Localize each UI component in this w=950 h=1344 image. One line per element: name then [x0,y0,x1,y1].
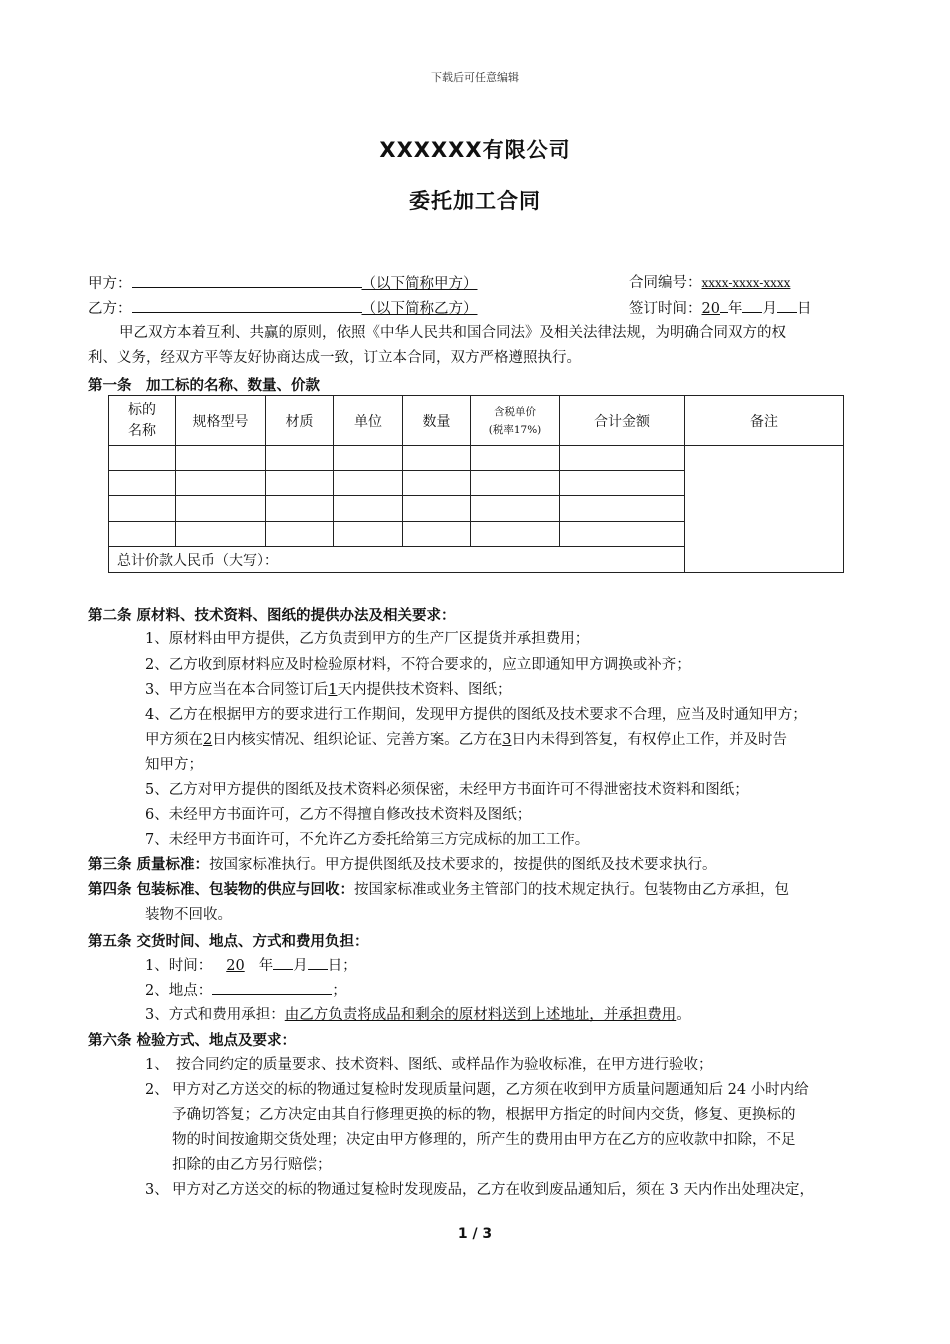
table-cell[interactable] [109,522,176,547]
table-cell[interactable] [266,496,334,522]
art5-item-1: 1、时间： 20 年 月 日； [145,954,357,977]
table-cell[interactable] [471,522,560,547]
page-number: 1 / 3 [457,1226,493,1242]
sign-day-blank[interactable] [777,297,797,313]
sign-m: 月 [762,301,777,317]
table-cell[interactable] [403,446,471,471]
document-title: 委托加工合同 [409,189,541,213]
table-cell[interactable] [334,471,403,496]
table-cell[interactable] [560,446,685,471]
table-cell[interactable] [403,496,471,522]
art2-item-4-line-2: 甲方须在2日内核实情况、组织论证、完善方案。乙方在3日内未得到答复，有权停止工作，并及时告 [145,732,787,748]
table-cell[interactable] [266,471,334,496]
art2-item-7: 7、未经甲方书面许可，不允许乙方委托给第三方完成标的加工工作。 [145,832,590,848]
table-cell[interactable] [109,446,176,471]
article-4-text-2: 装物不回收。 [145,907,232,923]
art2-item-1: 1、原材料由甲方提供，乙方负责到甲方的生产厂区提货并承担费用； [145,631,590,647]
contract-no-value: xxxx-xxxx-xxxx [701,276,791,290]
days-value: 1 [328,682,338,698]
art6-item-2-line-4: 扣除的由乙方另行赔偿； [172,1157,332,1173]
art6-item-2-line-2: 予确切答复；乙方决定由其自行修理更换的标的物，根据甲方指定的时间内交货，修复、更换标的 [172,1107,796,1123]
intro-line-1: 甲乙双方本着互利、共赢的原则，依照《中华人民共和国合同法》及相关法律法规，为明确合同双方的权 [119,325,786,341]
table-header-row [109,396,844,446]
article-3 [88,854,717,876]
delivery-month-blank[interactable] [273,954,293,970]
delivery-day-blank[interactable] [308,954,328,970]
delivery-method: 由乙方负责将成品和剩余的原材料送到上述地址，并承担费用 [284,1007,677,1023]
table-cell[interactable] [403,471,471,496]
party-a-note: （以下简称甲方） [361,276,478,292]
days-value: 2 [203,732,213,748]
art6-item-2-num: 2、 [145,1082,169,1098]
party-b-line [88,297,478,320]
delivery-location-blank[interactable] [212,979,332,995]
th-qty: 数量 [403,396,471,446]
table-cell[interactable] [560,496,685,522]
art6-item-2-line-1: 甲方对乙方送交的标的物通过复检时发现质量问题，乙方须在收到甲方质量问题通知后 24 小时内给 [172,1082,809,1098]
th-unit: 单位 [334,396,403,446]
table-cell[interactable] [560,522,685,547]
sign-time-line [629,297,811,320]
art2-item-5: 5、乙方对甲方提供的图纸及技术资料必须保密，未经甲方书面许可不得泄密技术资料和图纸； [145,782,749,798]
th-spec: 规格型号 [176,396,266,446]
party-a-blank[interactable] [132,272,362,288]
sign-year: 20 [701,301,720,317]
art6-item-3-line-1: 甲方对乙方送交的标的物通过复检时发现废品，乙方在收到废品通知后，须在 3 天内作出处理决定， [172,1182,814,1198]
table-cell[interactable] [176,471,266,496]
sign-y: 年 [727,301,743,317]
th-name: 标的 名称 [109,396,176,446]
th-unit-price: 含税单价 (税率17%) [471,396,560,446]
table-cell[interactable] [109,496,176,522]
company-name: XXXXXX有限公司 [379,138,571,162]
sign-month-blank[interactable] [742,297,762,313]
table-row [109,446,844,471]
items-table [108,395,844,573]
total-amount-cell[interactable]: 总计价款人民币（大写）： [109,547,685,573]
delivery-year: 20 [226,958,245,974]
table-cell[interactable] [334,496,403,522]
table-cell[interactable] [334,522,403,547]
art6-item-2-line-3: 物的时间按逾期交货处理；决定由甲方修理的，所产生的费用由甲方在乙方的应收款中扣除，不足 [172,1132,796,1148]
art2-item-4-line-1: 4、乙方在根据甲方的要求进行工作期间，发现甲方提供的图纸及技术要求不合理，应当及时通知甲方； [145,707,807,723]
party-b-label: 乙方： [88,301,132,317]
article-1-title: 第一条 加工标的名称、数量、价款 [88,378,320,394]
table-cell[interactable] [471,496,560,522]
art6-item-3-num: 3、 [145,1182,169,1198]
remarks-cell[interactable] [685,446,844,573]
th-total: 合计金额 [560,396,685,446]
sign-time-label: 签订时间： [629,301,702,317]
article-5-title: 第五条 交货时间、地点、方式和费用负担： [88,934,369,950]
art2-item-6: 6、未经甲方书面许可，乙方不得擅自修改技术资料及图纸； [145,807,532,823]
table-cell[interactable] [403,522,471,547]
article-6-title: 第六条 检验方式、地点及要求： [88,1033,297,1049]
sign-d: 日 [796,301,812,317]
art2-item-4-line-3: 知甲方； [145,757,203,773]
party-b-blank[interactable] [132,297,362,313]
art6-item-1: 1、 按合同约定的质量要求、技术资料、图纸、或样品作为验收标准，在甲方进行验收； [145,1057,713,1073]
party-a-label: 甲方： [88,276,132,292]
party-b-note: （以下简称乙方） [361,301,478,317]
days-value: 3 [502,732,512,748]
article-2-title: 第二条 原材料、技术资料、图纸的提供办法及相关要求： [88,608,456,624]
table-cell[interactable] [471,471,560,496]
contract-no-label: 合同编号： [629,275,702,291]
table-cell[interactable] [176,522,266,547]
article-4-text: 按国家标准或业务主管部门的技术规定执行。包装物由乙方承担，包 [354,882,790,898]
table-cell[interactable] [176,446,266,471]
art5-item-2: 2、地点： ； [145,979,347,1002]
table-cell[interactable] [266,522,334,547]
th-material: 材质 [266,396,334,446]
art2-item-3: 3、甲方应当在本合同签订后1天内提供技术资料、图纸； [145,682,512,698]
page-header: 下载后可任意编辑 [431,71,519,84]
table-cell[interactable] [266,446,334,471]
article-3-title: 第三条 质量标准： [88,857,210,873]
art2-item-2: 2、乙方收到原材料应及时检验原材料，不符合要求的，应立即通知甲方调换或补齐； [145,657,691,673]
table-cell[interactable] [109,471,176,496]
sign-year-blank[interactable] [720,297,728,313]
contract-no-line [629,272,790,294]
intro-line-2: 利、义务，经双方平等友好协商达成一致，订立本合同，双方严格遵照执行。 [88,350,581,366]
article-4-title: 第四条 包装标准、包装物的供应与回收： [88,882,355,898]
article-3-text: 按国家标准执行。甲方提供图纸及技术要求的，按提供的图纸及技术要求执行。 [209,857,717,873]
party-a-line [88,272,478,295]
th-remarks: 备注 [685,396,844,446]
table-cell[interactable] [176,496,266,522]
table-cell[interactable] [471,446,560,471]
table-cell[interactable] [560,471,685,496]
art5-item-3: 3、方式和费用承担：由乙方负责将成品和剩余的原材料送到上述地址，并承担费用。 [145,1007,691,1023]
article-4 [88,879,789,901]
table-cell[interactable] [334,446,403,471]
